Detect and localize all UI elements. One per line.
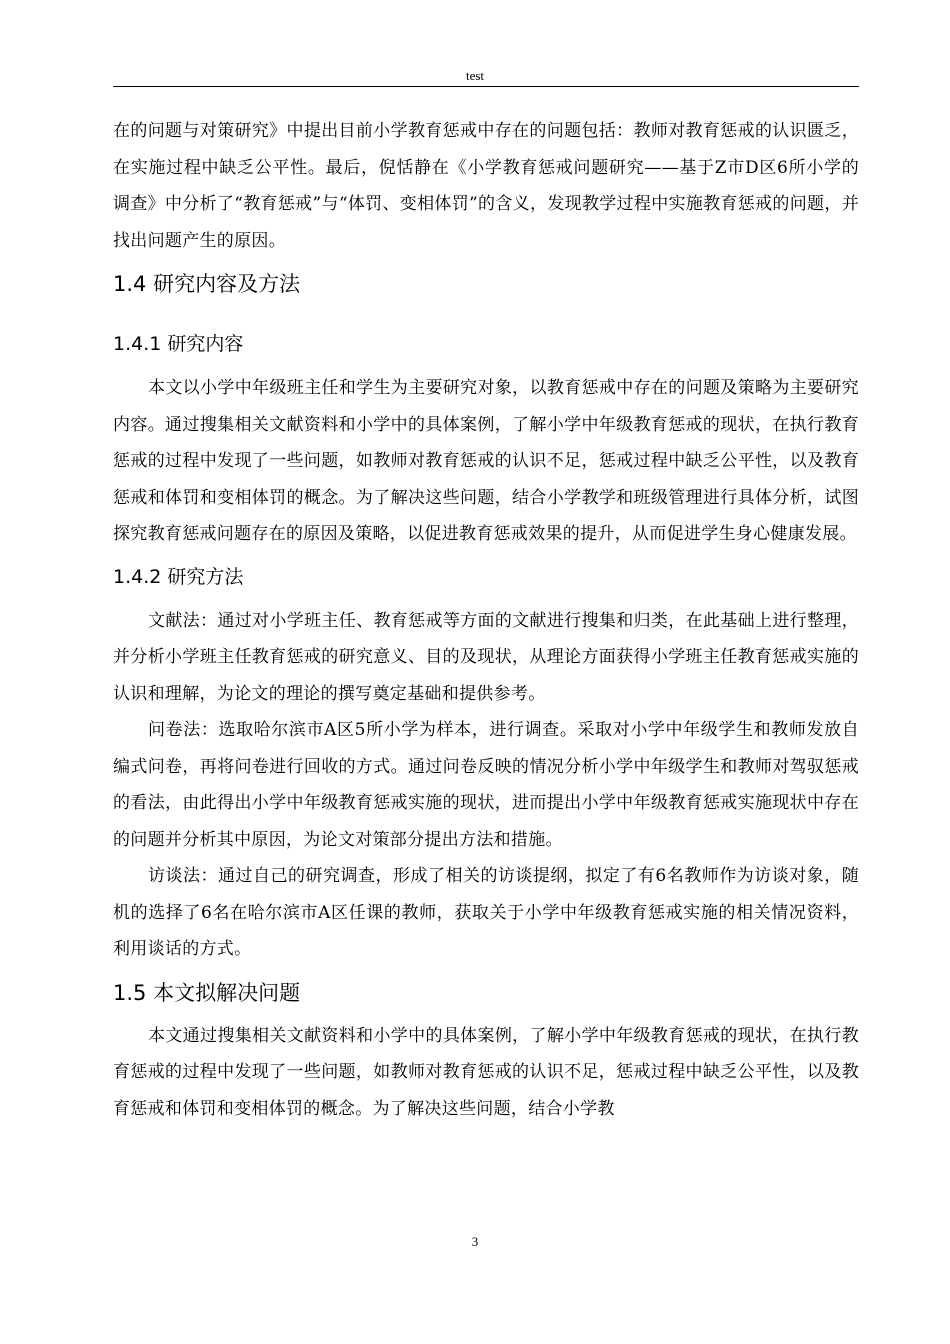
method-questionnaire-paragraph: 问卷法：选取哈尔滨市A区5所小学为样本，进行调查。采取对小学中年级学生和教师发放自编式问卷，再将问卷进行回收的方式。通过问卷反映的情况分析小学中年级学生和教师对驾驭惩戒的看法，由此得出小学中年级教育惩戒实施的现状，进而提出小学中年级教育惩戒实施现状中存在的问题并分析其中原因，为论文对策部分提出方法和措施。 (113, 720, 859, 850)
subsection-heading-1-4-1: 1.4.1 研究内容 (113, 333, 244, 355)
subsection-heading-1-4-2: 1.4.2 研究方法 (113, 565, 244, 588)
page-number: 3 (471, 1234, 479, 1249)
section-heading-1-5: 1.5 本文拟解决问题 (113, 980, 301, 1005)
section-heading-1-4: 1.4 研究内容及方法 (113, 272, 301, 296)
method-literature-paragraph: 文献法：通过对小学班主任、教育惩戒等方面的文献进行搜集和归类，在此基础上进行整理，并分析小学班主任教育惩戒的研究意义、目的及现状，从理论方面获得小学班主任教育惩戒实施的认识和理解，为论文的理论的撰写奠定基础和提供参考。 (113, 610, 859, 704)
page-content (113, 113, 859, 1127)
page-header: test (465, 68, 485, 83)
problem-statement-paragraph: 本文通过搜集相关文献资料和小学中的具体案例，了解小学中年级教育惩戒的现状，在执行教育惩戒的过程中发现了一些问题，如教师对教育惩戒的认识不足，惩戒过程中缺乏公平性，以及教育惩戒和体罚和变相体罚的概念。为了解决这些问题，结合小学教 (113, 1025, 859, 1119)
header-divider (113, 86, 859, 87)
method-interview-paragraph: 访谈法：通过自己的研究调查，形成了相关的访谈提纲，拟定了有6名教师作为访谈对象，随机的选择了6名在哈尔滨市A区任课的教师，获取关于小学中年级教育惩戒实施的相关情况资料，利用谈话的方式。 (113, 866, 859, 959)
research-content-paragraph: 本文以小学中年级班主任和学生为主要研究对象，以教育惩戒中存在的问题及策略为主要研究内容。通过搜集相关文献资料和小学中的具体案例，了解小学中年级教育惩戒的现状，在执行教育惩戒的过程中发现了一些问题，如教师对教育惩戒的认识不足，惩戒过程中缺乏公平性，以及教育惩戒和体罚和变相体罚的概念。为了解决这些问题，结合小学教学和班级管理进行具体分析，试图探究教育惩戒问题存在的原因及策略，以促进教育惩戒效果的提升，从而促进学生身心健康发展。 (113, 378, 859, 544)
intro-paragraph: 在的问题与对策研究》中提出目前小学教育惩戒中存在的问题包括：教师对教育惩戒的认识匮乏，在实施过程中缺乏公平性。最后，倪恬静在《小学教育惩戒问题研究——基于Z市D区6所小学的调查》中分析了“教育惩戒”与“体罚、变相体罚”的含义，发现教学过程中实施教育惩戒的问题，并找出问题产生的原因。 (113, 121, 859, 251)
